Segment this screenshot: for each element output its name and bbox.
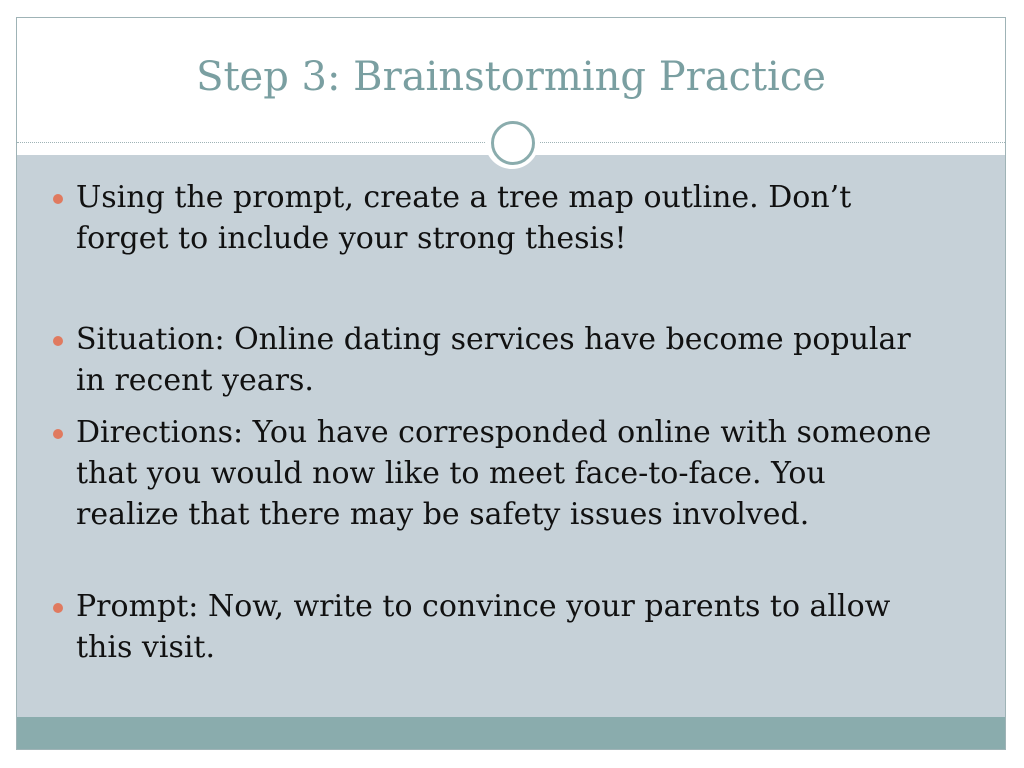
bullet-item [53,177,933,259]
bullet-item [53,319,933,401]
circle-ring-icon [485,115,539,169]
slide-title: Step 3: Brainstorming Practice [196,54,826,100]
bullet-dot-icon [53,603,63,613]
bullet-text: Using the prompt, create a tree map outline. Don’t forget to include your strong thesis! [76,180,852,256]
bullet-text: Prompt: Now, write to convince your parents to allow this visit. [76,589,891,665]
bullet-text: Situation: Online dating services have become popular in recent years. [76,322,911,398]
bullet-dot-icon [53,194,63,204]
bullet-text: Directions: You have corresponded online with someone that you would now like to meet face-to-face. You realize that there may be safety issues involved. [76,415,932,532]
footer-bar [17,717,1005,750]
ring [491,121,535,165]
content-area [17,155,1005,717]
bullet-item [53,586,933,668]
bullet-dot-icon [53,429,63,439]
bullet-dot-icon [53,336,63,346]
slide [16,17,1006,750]
bullet-item [53,412,933,535]
